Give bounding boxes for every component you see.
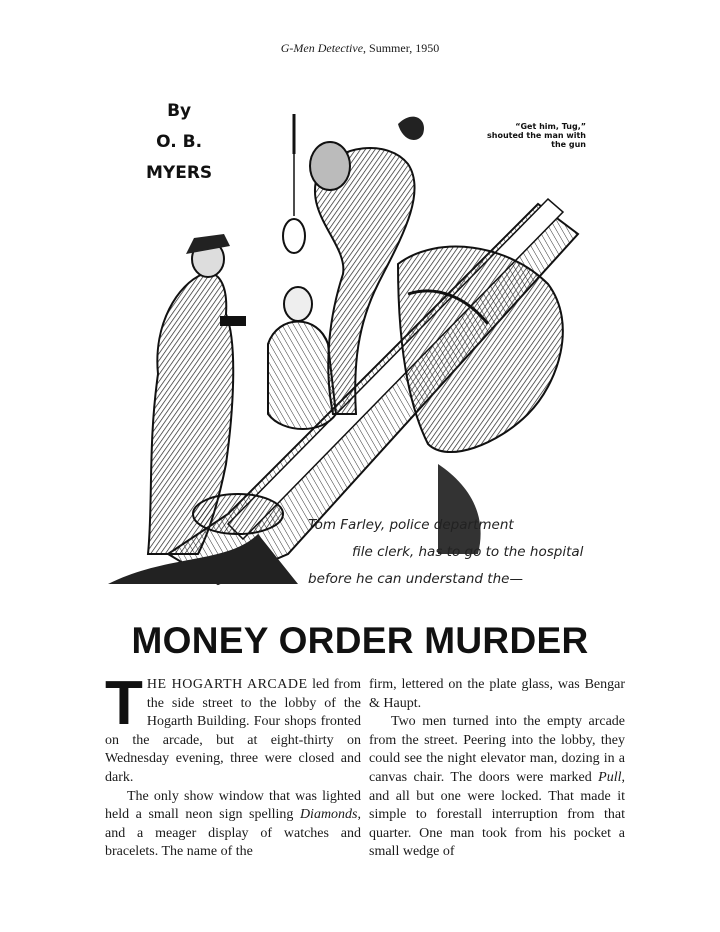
seated-man — [268, 322, 336, 430]
paragraph-1 — [105, 669, 361, 788]
byline-initials: O. B. — [156, 132, 203, 152]
issue-date: , Summer, 1950 — [363, 41, 440, 55]
paragraph-1-text: led from the side street to the lobby of the Hogarth Building. Four shops fronted on the arcade, but at eight-thirty on Wednesday evening, three were closed and dark. — [105, 677, 361, 785]
deck-line-1: Tom Farley, police department — [308, 517, 514, 533]
falling-figure — [398, 247, 563, 452]
byline — [146, 96, 212, 189]
running-head — [0, 41, 720, 56]
story-deck — [308, 512, 618, 593]
byline-by: By — [167, 101, 192, 121]
paragraph-3 — [369, 713, 625, 862]
body-column-left — [105, 669, 361, 862]
paragraph-3-text-a: Two men turned into the empty arcade from the street. Peering into the lobby, they could see the night elevator man, dozing in a canvas chair. The doors were marked — [369, 714, 625, 785]
paragraph-3-italic: Pull — [598, 769, 622, 785]
story-title: MONEY ORDER MURDER — [131, 620, 589, 661]
light-bulb — [283, 219, 305, 253]
magazine-name: G-Men Detective — [280, 41, 364, 55]
drop-cap: T — [105, 669, 143, 738]
deck-line-2: file clerk, has to go to the hospital — [352, 544, 584, 560]
lead-small-caps: HE HOGARTH ARCADE — [146, 677, 308, 692]
body-column-right — [369, 676, 625, 862]
paragraph-2 — [105, 788, 361, 862]
paragraph-2-text-a: The only show window that was lighted held a small neon sign spelling — [105, 788, 361, 823]
paragraph-2-text-b: , and a meager display of watches and bracelets. The name of the — [105, 807, 361, 860]
byline-surname: MYERS — [146, 163, 213, 183]
paragraph-2-continued: firm, lettered on the plate glass, was Bengar & Haupt. — [369, 677, 625, 711]
deck-line-3: before he can understand the— — [308, 571, 523, 587]
paragraph-2-italic: Diamonds — [299, 807, 358, 823]
raised-fist — [398, 117, 424, 140]
paragraph-3-text-b: , and all but one were locked. That made it simple to forestall interruption from that quarter. One man took from his pocket a small wedge of — [369, 769, 625, 860]
illustration-caption: “Get him, Tug,” shouted the man with the gun — [486, 122, 586, 149]
gear-wheel — [193, 494, 283, 534]
gun — [220, 316, 246, 326]
